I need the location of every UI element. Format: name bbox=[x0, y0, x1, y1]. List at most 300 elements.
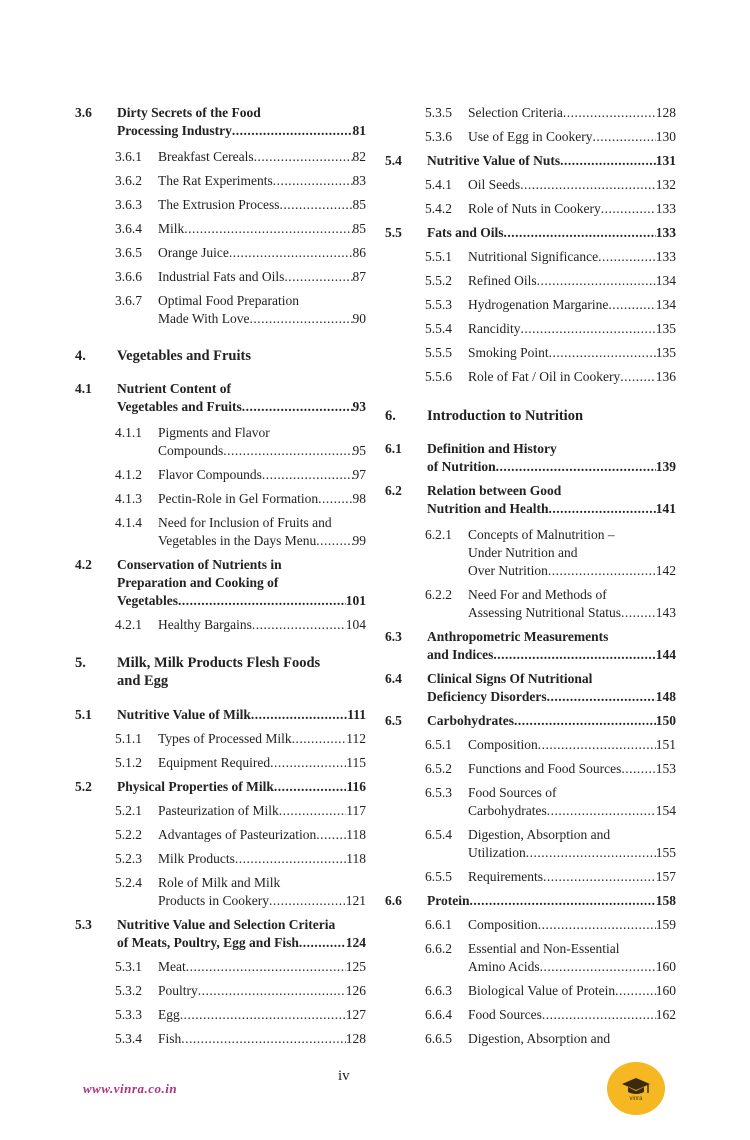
toc-title-line bbox=[468, 562, 676, 580]
toc-title bbox=[468, 940, 676, 976]
toc-title bbox=[158, 148, 366, 166]
toc-page-number: 85 bbox=[352, 221, 366, 236]
dot-leader bbox=[496, 458, 656, 476]
toc-title-line bbox=[158, 490, 366, 508]
toc-title-line bbox=[158, 616, 366, 634]
toc-title-text: Deficiency Disorders bbox=[427, 689, 547, 704]
toc-title bbox=[158, 802, 366, 820]
toc-number: 6. bbox=[385, 408, 396, 424]
toc-title bbox=[468, 784, 676, 820]
toc-title-line bbox=[117, 778, 366, 796]
toc-number: 6.3 bbox=[385, 629, 402, 644]
toc-number: 6.5.5 bbox=[425, 869, 452, 884]
toc-number: 6.2.1 bbox=[425, 527, 452, 542]
dot-leader bbox=[542, 1006, 656, 1024]
dot-leader bbox=[549, 500, 656, 518]
toc-title-line: Concepts of Malnutrition – bbox=[468, 527, 615, 542]
toc-page-number: 157 bbox=[655, 869, 676, 884]
toc-number: 5.5.3 bbox=[425, 297, 452, 312]
toc-page-number: 97 bbox=[352, 467, 366, 482]
dot-leader bbox=[232, 122, 353, 140]
toc-title-line: Nutritive Value and Selection Criteria bbox=[117, 917, 336, 932]
toc-number: 3.6.5 bbox=[115, 245, 142, 260]
toc-title-line bbox=[158, 754, 366, 772]
dot-leader bbox=[470, 892, 656, 910]
toc-number: 5.3 bbox=[75, 917, 92, 932]
toc-page-number: 104 bbox=[345, 617, 366, 632]
toc-title-text: Physical Properties of Milk bbox=[117, 779, 274, 794]
dot-leader bbox=[242, 398, 353, 416]
dot-leader bbox=[543, 868, 656, 886]
toc-title-text: Vegetables and Fruits bbox=[117, 399, 242, 414]
dot-leader bbox=[273, 172, 353, 190]
toc-number: 6.5.4 bbox=[425, 827, 452, 842]
toc-title-line bbox=[427, 646, 676, 664]
toc-title-text: Food Sources bbox=[468, 1007, 542, 1022]
toc-number: 5. bbox=[75, 655, 86, 671]
toc-page-number: 125 bbox=[345, 959, 366, 974]
dot-leader bbox=[262, 466, 353, 484]
toc-title-text: Breakfast Cereals bbox=[158, 149, 254, 164]
toc-title-line bbox=[158, 268, 366, 286]
toc-title-line bbox=[117, 122, 366, 140]
toc-title bbox=[158, 730, 366, 748]
toc-title-line bbox=[468, 760, 676, 778]
toc-title bbox=[468, 586, 676, 622]
dot-leader bbox=[184, 220, 352, 238]
dot-leader bbox=[547, 688, 656, 706]
dot-leader bbox=[514, 712, 656, 730]
toc-title bbox=[468, 248, 676, 266]
dot-leader bbox=[279, 802, 347, 820]
toc-title-text: Equipment Required bbox=[158, 755, 271, 770]
toc-page-number: 143 bbox=[655, 605, 676, 620]
toc-title bbox=[158, 424, 366, 460]
toc-number: 6.6.4 bbox=[425, 1007, 452, 1022]
toc-title bbox=[158, 754, 366, 772]
dot-leader bbox=[251, 706, 347, 724]
toc-title-text: and Indices bbox=[427, 647, 494, 662]
toc-page-number: 116 bbox=[346, 779, 366, 794]
toc-page-number: 87 bbox=[352, 269, 366, 284]
dot-leader bbox=[563, 104, 656, 122]
toc-page-number: 81 bbox=[352, 123, 366, 138]
toc-number: 3.6.4 bbox=[115, 221, 142, 236]
toc-title bbox=[158, 874, 366, 910]
dot-leader bbox=[223, 442, 352, 460]
toc-title-line bbox=[427, 500, 676, 518]
toc-title-text: Composition bbox=[468, 737, 538, 752]
dot-leader bbox=[608, 296, 655, 314]
toc-title-line bbox=[468, 104, 676, 122]
toc-number: 5.3.1 bbox=[115, 959, 142, 974]
toc-title-text: Poultry bbox=[158, 983, 198, 998]
toc-number: 3.6.1 bbox=[115, 149, 142, 164]
toc-title-text: Nutritive Value of Milk bbox=[117, 707, 251, 722]
toc-title-text: Utilization bbox=[468, 845, 526, 860]
toc-title bbox=[427, 224, 676, 242]
toc-title-text: Hydrogenation Margarine bbox=[468, 297, 609, 312]
toc-number: 3.6.6 bbox=[115, 269, 142, 284]
toc-title-text: Oil Seeds bbox=[468, 177, 521, 192]
toc-number: 5.3.6 bbox=[425, 129, 452, 144]
toc-title bbox=[427, 440, 676, 476]
toc-number: 6.2.2 bbox=[425, 587, 452, 602]
toc-title-text: Functions and Food Sources bbox=[468, 761, 622, 776]
toc-title-line: Need For and Methods of bbox=[468, 587, 607, 602]
toc-title-line bbox=[468, 982, 676, 1000]
toc-title-line bbox=[158, 850, 366, 868]
toc-title-text: Fats and Oils bbox=[427, 225, 504, 240]
toc-title bbox=[468, 868, 676, 886]
toc-number: 3.6.3 bbox=[115, 197, 142, 212]
dot-leader bbox=[292, 730, 347, 748]
toc-title-text: Products in Cookery bbox=[158, 893, 269, 908]
toc-page-number: 155 bbox=[655, 845, 676, 860]
toc-page-number: 131 bbox=[655, 153, 676, 168]
toc-title-text: Compounds bbox=[158, 443, 224, 458]
toc-title bbox=[427, 670, 676, 706]
toc-number: 6.5.2 bbox=[425, 761, 452, 776]
toc-number: 6.4 bbox=[385, 671, 402, 686]
toc-title bbox=[158, 958, 366, 976]
toc-page-number: 98 bbox=[352, 491, 366, 506]
footer-url[interactable]: www.vinra.co.in bbox=[83, 1081, 178, 1096]
dot-leader bbox=[493, 646, 655, 664]
toc-title-text: The Extrusion Process bbox=[158, 197, 280, 212]
toc-number: 5.1.1 bbox=[115, 731, 142, 746]
toc-page-number: 124 bbox=[345, 935, 366, 950]
toc-page-number: 83 bbox=[352, 173, 366, 188]
toc-number: 3.6.7 bbox=[115, 293, 142, 308]
toc-title bbox=[468, 176, 676, 194]
dot-leader bbox=[560, 152, 656, 170]
toc-title bbox=[468, 760, 676, 778]
toc-title-text: The Rat Experiments bbox=[158, 173, 273, 188]
toc-title bbox=[158, 1030, 366, 1048]
toc-title-line bbox=[158, 244, 366, 262]
toc-title bbox=[427, 407, 676, 425]
toc-page-number: 133 bbox=[655, 225, 676, 240]
dot-leader bbox=[547, 802, 656, 820]
toc-number: 5.5 bbox=[385, 225, 402, 240]
toc-title-line: Preparation and Cooking of bbox=[117, 575, 279, 590]
toc-title bbox=[468, 344, 676, 362]
toc-title bbox=[427, 712, 676, 730]
toc-title-text: of Meats, Poultry, Egg and Fish bbox=[117, 935, 299, 950]
toc-page-number: 160 bbox=[655, 959, 676, 974]
toc-title-line bbox=[468, 802, 676, 820]
toc-title-line bbox=[117, 706, 366, 724]
toc-number: 6.6.3 bbox=[425, 983, 452, 998]
dot-leader bbox=[186, 958, 346, 976]
toc-title bbox=[158, 514, 366, 550]
toc-number: 4.1.1 bbox=[115, 425, 142, 440]
toc-number: 6.6.1 bbox=[425, 917, 452, 932]
toc-title-line bbox=[158, 802, 366, 820]
graduation-cap-icon bbox=[621, 1076, 651, 1098]
dot-leader bbox=[316, 826, 346, 844]
dot-leader bbox=[537, 272, 656, 290]
toc-title bbox=[158, 826, 366, 844]
toc-title-line bbox=[468, 344, 676, 362]
toc-page-number: 90 bbox=[352, 311, 366, 326]
dot-leader bbox=[270, 754, 346, 772]
toc-page-number: 148 bbox=[655, 689, 676, 704]
toc-title-text: Over Nutrition bbox=[468, 563, 548, 578]
toc-title-text: Types of Processed Milk bbox=[158, 731, 292, 746]
dot-leader bbox=[549, 344, 656, 362]
dot-leader bbox=[615, 982, 656, 1000]
toc-number: 5.5.4 bbox=[425, 321, 452, 336]
toc-title-line bbox=[468, 868, 676, 886]
dot-leader bbox=[198, 982, 346, 1000]
toc-title-text: Made With Love bbox=[158, 311, 250, 326]
toc-title-line bbox=[158, 442, 366, 460]
toc-title bbox=[158, 244, 366, 262]
toc-page-number: 117 bbox=[346, 803, 366, 818]
toc-title-line bbox=[158, 172, 366, 190]
toc-number: 3.6.2 bbox=[115, 173, 142, 188]
toc-title-line bbox=[468, 128, 676, 146]
toc-number: 4.1.2 bbox=[115, 467, 142, 482]
toc-title bbox=[468, 916, 676, 934]
toc-number: 4.1 bbox=[75, 381, 92, 396]
toc-number: 4.2.1 bbox=[115, 617, 142, 632]
toc-page-number: 85 bbox=[352, 197, 366, 212]
toc-title bbox=[468, 826, 676, 862]
toc-title bbox=[468, 104, 676, 122]
toc-title bbox=[117, 380, 366, 416]
toc-number: 6.6.5 bbox=[425, 1031, 452, 1046]
toc-page-number: 134 bbox=[655, 273, 676, 288]
toc-page-number: 135 bbox=[655, 345, 676, 360]
toc-title-line bbox=[158, 982, 366, 1000]
toc-title-text: Egg bbox=[158, 1007, 180, 1022]
toc-title-text: Nutritive Value of Nuts bbox=[427, 153, 561, 168]
dot-leader bbox=[299, 934, 346, 952]
toc-page-number: 118 bbox=[346, 851, 366, 866]
toc-title-text: Meat bbox=[158, 959, 186, 974]
toc-title bbox=[468, 128, 676, 146]
toc-title-text: Role of Nuts in Cookery bbox=[468, 201, 601, 216]
toc-number: 3.6 bbox=[75, 105, 92, 120]
toc-title-line bbox=[468, 958, 676, 976]
toc-page-number: 158 bbox=[655, 893, 676, 908]
toc-page-number: 111 bbox=[347, 707, 366, 722]
toc-page-number: 153 bbox=[655, 761, 676, 776]
toc-title-text: Milk bbox=[158, 221, 185, 236]
toc-page-number: 141 bbox=[655, 501, 676, 516]
toc-title bbox=[117, 104, 366, 140]
toc-title-line bbox=[158, 1006, 366, 1024]
dot-leader bbox=[520, 176, 656, 194]
toc-title-line bbox=[468, 200, 676, 218]
toc-title-text: Advantages of Pasteurization bbox=[158, 827, 317, 842]
toc-title bbox=[117, 916, 366, 952]
toc-title-line bbox=[468, 844, 676, 862]
toc-title bbox=[117, 347, 366, 365]
toc-title-text: Flavor Compounds bbox=[158, 467, 262, 482]
toc-title bbox=[117, 654, 366, 690]
toc-title-text: Pectin-Role in Gel Formation bbox=[158, 491, 319, 506]
toc-number: 5.1.2 bbox=[115, 755, 142, 770]
toc-title-line bbox=[468, 736, 676, 754]
toc-title-line: and Egg bbox=[117, 673, 169, 689]
toc-title-line bbox=[468, 368, 676, 386]
dot-leader bbox=[252, 616, 346, 634]
toc-number: 5.3.2 bbox=[115, 983, 142, 998]
toc-title bbox=[158, 466, 366, 484]
toc-title-text: Nutritional Significance bbox=[468, 249, 599, 264]
toc-page-number: 135 bbox=[655, 321, 676, 336]
toc-page-number: 115 bbox=[346, 755, 366, 770]
toc-title-text: Pasteurization of Milk bbox=[158, 803, 279, 818]
toc-title-line bbox=[427, 688, 676, 706]
toc-number: 5.5.5 bbox=[425, 345, 452, 360]
toc-title-line bbox=[158, 310, 366, 328]
toc-title-line: Digestion, Absorption and bbox=[468, 1031, 611, 1046]
toc-title bbox=[427, 152, 676, 170]
toc-title-line: Pigments and Flavor bbox=[158, 425, 270, 440]
toc-page-number: 128 bbox=[655, 105, 676, 120]
toc-title-text: Rancidity bbox=[468, 321, 521, 336]
toc-number: 5.5.1 bbox=[425, 249, 452, 264]
toc-title-line bbox=[468, 272, 676, 290]
toc-title bbox=[427, 892, 676, 910]
toc-title-text: Vegetables bbox=[117, 593, 178, 608]
toc-title bbox=[158, 850, 366, 868]
toc-title-line: Food Sources of bbox=[468, 785, 557, 800]
dot-leader bbox=[592, 128, 655, 146]
toc-page-number: 150 bbox=[655, 713, 676, 728]
toc-page-number: 126 bbox=[345, 983, 366, 998]
toc-title-line: Under Nutrition and bbox=[468, 545, 578, 560]
toc-number: 5.5.6 bbox=[425, 369, 452, 384]
toc-number: 5.2.4 bbox=[115, 875, 142, 890]
toc-title-text: Healthy Bargains bbox=[158, 617, 252, 632]
dot-leader bbox=[598, 248, 656, 266]
toc-title bbox=[468, 200, 676, 218]
toc-title-line: Conservation of Nutrients in bbox=[117, 557, 282, 572]
toc-number: 6.2 bbox=[385, 483, 402, 498]
toc-number: 5.2.1 bbox=[115, 803, 142, 818]
dot-leader bbox=[540, 958, 656, 976]
dot-leader bbox=[249, 310, 352, 328]
toc-title-line: Relation between Good bbox=[427, 483, 562, 498]
toc-title-line: Clinical Signs Of Nutritional bbox=[427, 671, 593, 686]
toc-page-number: 128 bbox=[345, 1031, 366, 1046]
toc-title-text: Use of Egg in Cookery bbox=[468, 129, 593, 144]
toc-page-number: 154 bbox=[655, 803, 676, 818]
toc-title bbox=[468, 526, 676, 580]
toc-title-text: Assessing Nutritional Status bbox=[468, 605, 622, 620]
toc-title-line bbox=[158, 148, 366, 166]
toc-number: 5.2.2 bbox=[115, 827, 142, 842]
toc-number: 6.1 bbox=[385, 441, 402, 456]
toc-title-text: Selection Criteria bbox=[468, 105, 563, 120]
toc-page-number: 95 bbox=[352, 443, 366, 458]
logo-badge bbox=[607, 1062, 665, 1115]
dot-leader bbox=[181, 1030, 345, 1048]
toc-page-number: 101 bbox=[345, 593, 366, 608]
toc-title-text: Carbohydrates bbox=[468, 803, 547, 818]
toc-title-line: Dirty Secrets of the Food bbox=[117, 105, 261, 120]
toc-number: 5.3.3 bbox=[115, 1007, 142, 1022]
toc-number: 6.5.1 bbox=[425, 737, 452, 752]
toc-page-number: 86 bbox=[352, 245, 366, 260]
toc-title-line: Definition and History bbox=[427, 441, 557, 456]
toc-number: 4.2 bbox=[75, 557, 92, 572]
toc-title-text: Milk Products bbox=[158, 851, 235, 866]
toc-title-line bbox=[468, 176, 676, 194]
toc-title bbox=[468, 368, 676, 386]
toc-title-line bbox=[158, 196, 366, 214]
toc-title bbox=[117, 556, 366, 610]
dot-leader bbox=[284, 268, 352, 286]
toc-title-text: Nutrition and Health bbox=[427, 501, 549, 516]
toc-title-line bbox=[427, 712, 676, 730]
toc-title-line: Need for Inclusion of Fruits and bbox=[158, 515, 332, 530]
toc-title-text: Smoking Point bbox=[468, 345, 549, 360]
toc-title-text: Processing Industry bbox=[117, 123, 232, 138]
toc-title-line bbox=[468, 248, 676, 266]
dot-leader bbox=[548, 562, 656, 580]
toc-number: 5.2 bbox=[75, 779, 92, 794]
toc-title-text: Role of Fat / Oil in Cookery bbox=[468, 369, 621, 384]
dot-leader bbox=[504, 224, 656, 242]
toc-title-text: Protein bbox=[427, 893, 470, 908]
toc-title bbox=[158, 268, 366, 286]
toc-page-number: 160 bbox=[655, 983, 676, 998]
toc-page-number: 127 bbox=[345, 1007, 366, 1022]
toc-title-text: Fish bbox=[158, 1031, 182, 1046]
toc-title-line: Digestion, Absorption and bbox=[468, 827, 611, 842]
toc-title-text: Carbohydrates bbox=[427, 713, 514, 728]
toc-title-line: Role of Milk and Milk bbox=[158, 875, 281, 890]
dot-leader bbox=[318, 490, 352, 508]
toc-page-number: 121 bbox=[345, 893, 366, 908]
toc-title-line: Vegetables and Fruits bbox=[117, 348, 251, 364]
dot-leader bbox=[621, 760, 655, 778]
dot-leader bbox=[601, 200, 656, 218]
dot-leader bbox=[620, 368, 656, 386]
toc-page-number: 112 bbox=[346, 731, 366, 746]
toc-page-number: 132 bbox=[655, 177, 676, 192]
toc-title-text: Amino Acids bbox=[468, 959, 540, 974]
toc-title-text: Industrial Fats and Oils bbox=[158, 269, 285, 284]
toc-title-line bbox=[427, 892, 676, 910]
toc-title-line bbox=[117, 934, 366, 952]
toc-number: 5.4.2 bbox=[425, 201, 452, 216]
toc-title-line bbox=[117, 398, 366, 416]
toc-title bbox=[468, 320, 676, 338]
toc-title-text: Requirements bbox=[468, 869, 543, 884]
toc-title-line bbox=[158, 532, 366, 550]
toc-title bbox=[158, 292, 366, 328]
toc-page-number: 151 bbox=[655, 737, 676, 752]
logo-text: vinra bbox=[629, 1095, 643, 1102]
toc-title-line bbox=[427, 458, 676, 476]
toc-title-line: Introduction to Nutrition bbox=[427, 408, 584, 424]
toc-title bbox=[158, 196, 366, 214]
toc-number: 5.5.2 bbox=[425, 273, 452, 288]
toc-title-line bbox=[158, 730, 366, 748]
toc-title-line bbox=[468, 296, 676, 314]
page-number: iv bbox=[338, 1068, 350, 1084]
dot-leader bbox=[521, 320, 656, 338]
toc-title bbox=[158, 172, 366, 190]
